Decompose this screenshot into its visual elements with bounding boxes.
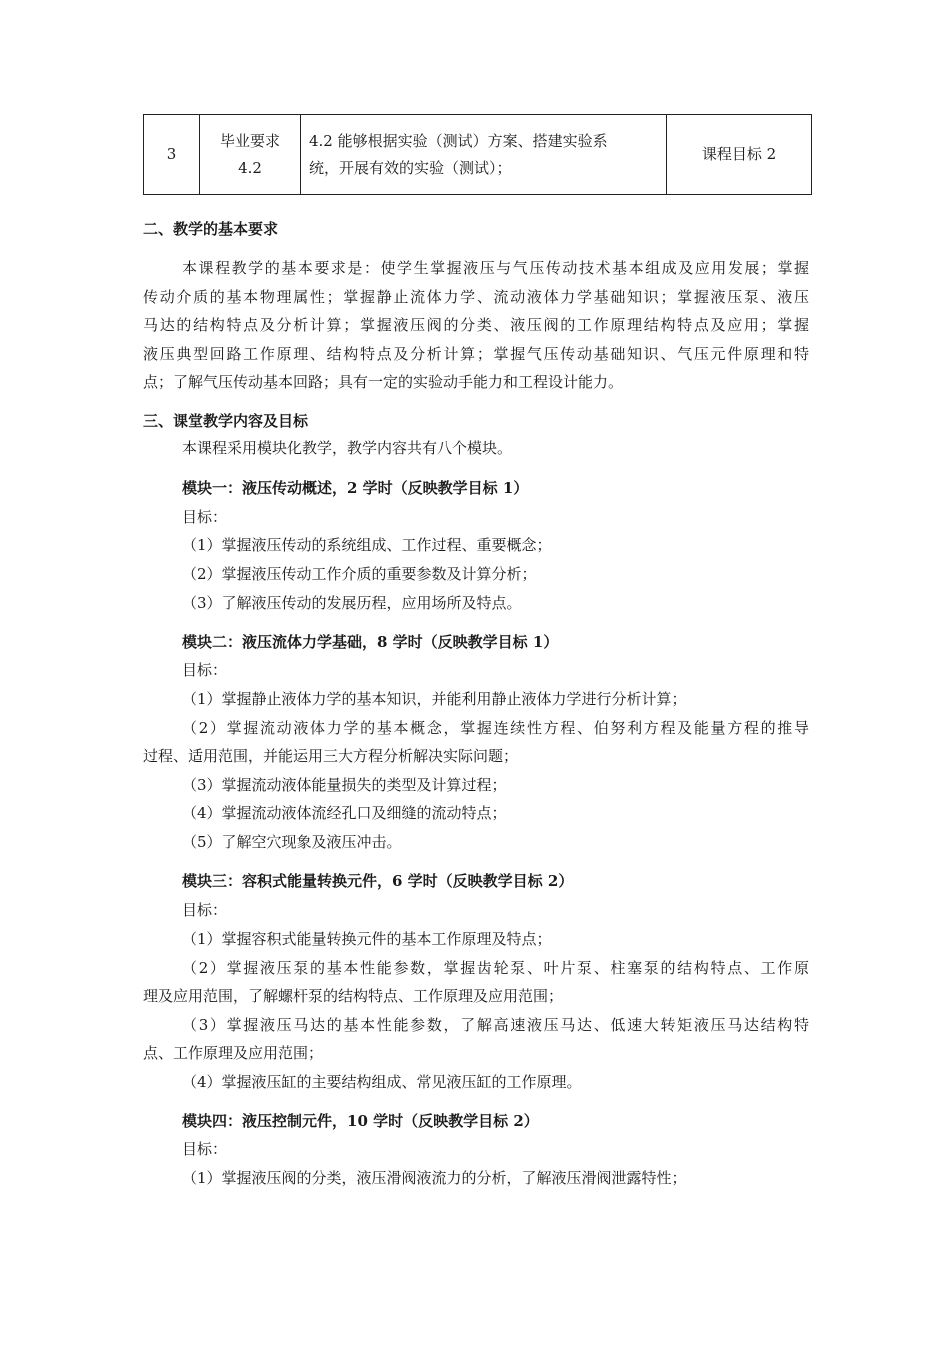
list-item: （2）掌握液压泵的基本性能参数，掌握齿轮泵、叶片泵、柱塞泵的结构特点、工作原 xyxy=(182,959,809,977)
paragraph-line: 马达的结构特点及分析计算；掌握液压阀的分类、液压阀的工作原理结构特点及应用；掌握 xyxy=(143,316,809,334)
list-item: （1）掌握静止液体力学的基本知识，并能利用静止液体力学进行分析计算； xyxy=(182,690,687,708)
target-label: 目标： xyxy=(182,508,228,526)
module-title: 模块二：液压流体力学基础，8 学时（反映教学目标 1） xyxy=(182,633,559,651)
row-number: 3 xyxy=(144,115,200,195)
module-title: 模块一：液压传动概述，2 学时（反映教学目标 1） xyxy=(182,479,529,497)
paragraph-line: 本课程教学的基本要求是：使学生掌握液压与气压传动技术基本组成及应用发展；掌握 xyxy=(182,259,809,277)
paragraph-line: 点；了解气压传动基本回路；具有一定的实验动手能力和工程设计能力。 xyxy=(143,373,624,391)
list-item: （3）掌握流动液体能量损失的类型及计算过程； xyxy=(182,776,507,794)
requirement-description xyxy=(301,115,667,195)
target-label: 目标： xyxy=(182,661,228,679)
list-item: （1）掌握液压阀的分类，液压滑阀液流力的分析，了解液压滑阀泄露特性； xyxy=(182,1169,687,1187)
requirement-label: 毕业要求 xyxy=(219,131,280,150)
list-item-continuation: 理及应用范围，了解螺杆泵的结构特点、工作原理及应用范围； xyxy=(143,987,564,1005)
section-intro: 本课程采用模块化教学，教学内容共有八个模块。 xyxy=(182,439,513,457)
requirement-number: 4.2 xyxy=(238,158,262,177)
list-item: （1）掌握液压传动的系统组成、工作过程、重要概念； xyxy=(182,536,552,554)
module-title: 模块三：容积式能量转换元件，6 学时（反映教学目标 2） xyxy=(182,872,574,890)
description-line: 4.2 能够根据实验（测试）方案、搭建实验系 xyxy=(309,131,608,150)
list-item: （2）掌握液压传动工作介质的重要参数及计算分析； xyxy=(182,565,537,583)
list-item: （1）掌握容积式能量转换元件的基本工作原理及特点； xyxy=(182,930,552,948)
target-label: 目标： xyxy=(182,1140,228,1158)
list-item: （3）了解液压传动的发展历程，应用场所及特点。 xyxy=(182,594,522,612)
table-row xyxy=(144,115,812,195)
list-item: （5）了解空穴现象及液压冲击。 xyxy=(182,833,402,851)
target-label: 目标： xyxy=(182,901,228,919)
paragraph-line: 液压典型回路工作原理、结构特点及分析计算；掌握气压传动基础知识、气压元件原理和特 xyxy=(143,345,809,363)
list-item-continuation: 点、工作原理及应用范围； xyxy=(143,1044,324,1062)
list-item: （3）掌握液压马达的基本性能参数，了解高速液压马达、低速大转矩液压马达结构特 xyxy=(182,1016,809,1034)
requirement-cell xyxy=(200,115,301,195)
paragraph-line: 传动介质的基本物理属性；掌握静止流体力学、流动液体力学基础知识；掌握液压泵、液压 xyxy=(143,288,809,306)
graduation-requirement-table xyxy=(143,114,812,195)
list-item-continuation: 过程、适用范围，并能运用三大方程分析解决实际问题； xyxy=(143,747,519,765)
list-item: （4）掌握流动液体流经孔口及细缝的流动特点； xyxy=(182,804,507,822)
section-heading: 二、教学的基本要求 xyxy=(143,220,279,238)
section-heading: 三、课堂教学内容及目标 xyxy=(143,412,309,430)
list-item: （4）掌握液压缸的主要结构组成、常见液压缸的工作原理。 xyxy=(182,1073,582,1091)
description-line: 统，开展有效的实验（测试）； xyxy=(309,158,512,177)
list-item: （2）掌握流动液体力学的基本概念，掌握连续性方程、伯努利方程及能量方程的推导 xyxy=(182,719,809,737)
course-goal-cell: 课程目标 2 xyxy=(667,115,812,195)
module-title: 模块四：液压控制元件，10 学时（反映教学目标 2） xyxy=(182,1112,539,1130)
